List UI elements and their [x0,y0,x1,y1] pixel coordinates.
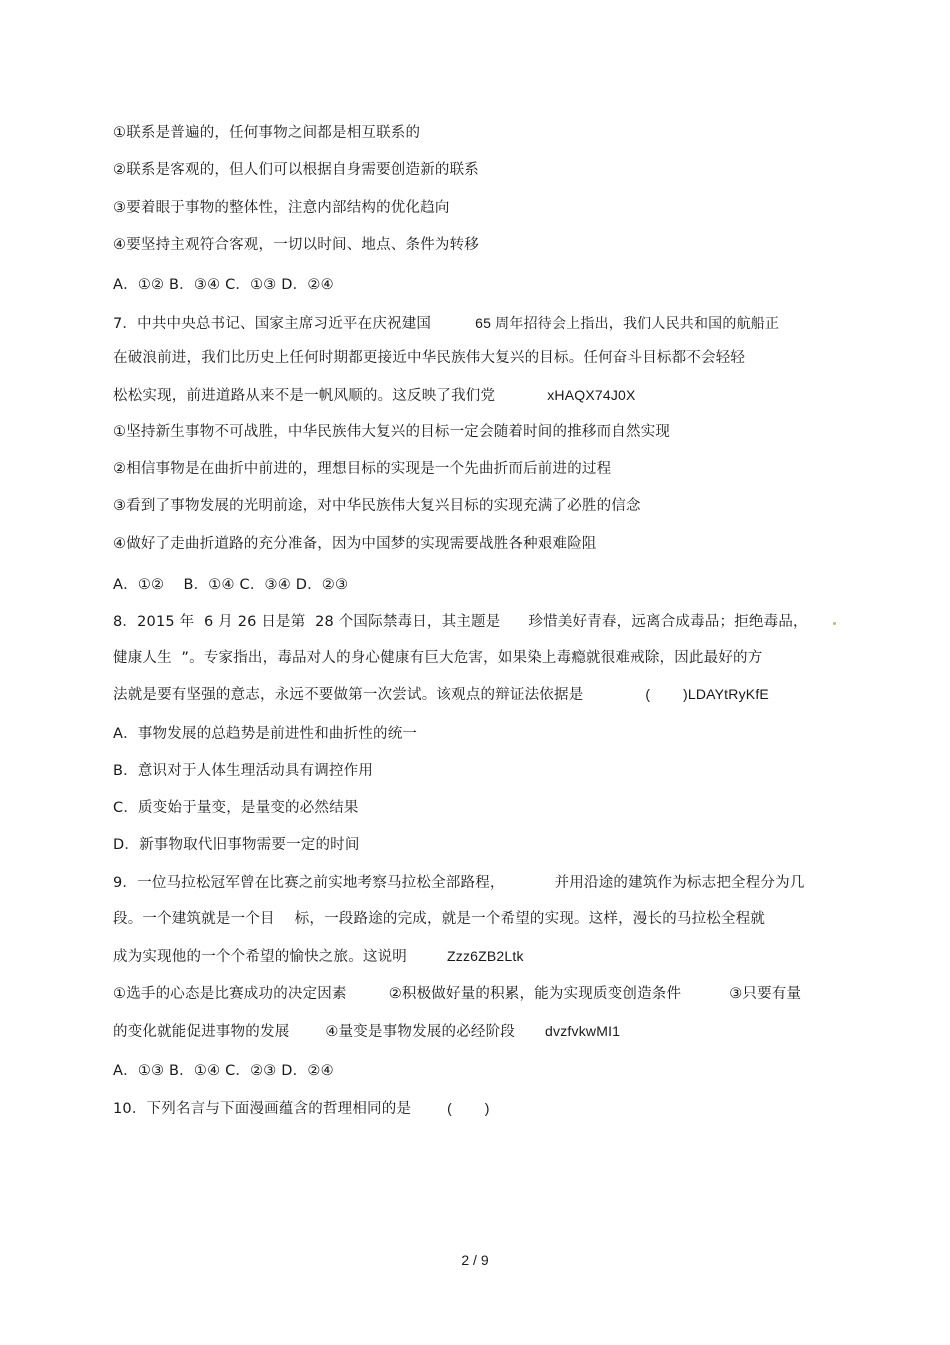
q10-paren: ( ) [447,1100,490,1116]
q8-stem-line-3b: ( )LDAYtRyKfE [645,686,769,702]
q9-code: dvzfvkwMI1 [545,1023,621,1039]
q8-option-a: A．事物发展的总趋势是前进性和曲折性的统一 [113,726,418,742]
q9-answers: A．①③ B．①④ C．②③ D．②④ [113,1063,334,1079]
q7-stem-line-3a: 松松实现，前进道路从来不是一帆风顺的。这反映了我们党 [113,388,496,404]
q9-option-2: ②积极做好量的积累，能为实现质变创造条件 [388,986,682,1002]
q9-stem-line-2b: 标，一段路途的完成，就是一个希望的实现。这样，漫长的马拉松全程就 [294,911,766,927]
q7-stem-line-1 [113,313,779,334]
q7-stem-line-2: 在破浪前进，我们比历史上任何时期都更接近中华民族伟大复兴的目标。任何奋斗目标都不会轻轻 [113,350,746,366]
q9-option-3-cont: 的变化就能促进事物的发展 [113,1024,290,1040]
q8-stem-line-1b: 珍惜美好青春，远离合成毒品；拒绝毒品， [528,614,808,630]
q9-stem-line-3a: 成为实现他的一个个希望的愉快之旅。这说明 [113,949,407,965]
q7-option-4: ④做好了走曲折道路的充分准备，因为中国梦的实现需要战胜各种艰难险阻 [113,536,597,552]
q6-option-1: ①联系是普遍的，任何事物之间都是相互联系的 [113,125,421,141]
q9-stem-line-1b: 并用沿途的建筑作为标志把全程分为几 [554,875,805,891]
q8-stem-line-1a: 8．2015 年 6 月 26 日是第 28 个国际禁毒日，其主题是 [113,614,501,630]
q9-option-1: ①选手的心态是比赛成功的决定因素 [113,986,347,1002]
q7-stem-line-1b: 65 周年招待会上指出，我们人民共和国的航船正 [475,315,780,331]
q6-option-4: ④要坚持主观符合客观，一切以时间、地点、条件为转移 [113,237,479,253]
q7-stem-line-3b: xHAQX74J0X [547,387,636,403]
q9-stem-line-2a: 段。一个建筑就是一个目 [113,911,275,927]
q8-stem-line-3 [113,684,769,705]
q6-answers: A．①② B．③④ C．①③ D．②④ [113,277,334,293]
q9-stem-line-3b: Zzz6ZB2Ltk [447,948,524,964]
q9-option-3: ③只要有量 [729,986,802,1002]
q6-option-2: ②联系是客观的，但人们可以根据自身需要创造新的联系 [113,162,479,178]
q8-option-d: D．新事物取代旧事物需要一定的时间 [113,837,360,853]
q8-option-c: C．质变始于量变，是量变的必然结果 [113,800,359,816]
q9-stem-line-1 [113,873,805,893]
q9-stem-line-1a: 9．一位马拉松冠军曾在比赛之前实地考察马拉松全部路程， [113,875,505,891]
q8-option-b: B．意识对于人体生理活动具有调控作用 [113,763,374,779]
q9-options-line-2 [113,1021,620,1042]
q9-options-line [113,984,801,1004]
q8-stem-line-2: 健康人生 ”。专家指出，毒品对人的身心健康有巨大危害，如果染上毒瘾就很难戒除，因此最好的方 [113,650,763,666]
q9-option-4: ④量变是事物发展的必经阶段 [325,1024,516,1040]
q9-stem-line-2 [113,909,765,929]
q7-stem-line-3 [113,385,636,406]
q7-stem-line-1a: 7．中共中央总书记、国家主席习近平在庆祝建国 [113,316,432,332]
q8-stem-line-1 [113,612,808,632]
decorative-dot [833,622,836,625]
q8-stem-line-3a: 法就是要有坚强的意志，永远不要做第一次尝试。该观点的辩证法依据是 [113,687,584,703]
q7-option-1: ①坚持新生事物不可战胜，中华民族伟大复兴的目标一定会随着时间的推移而自然实现 [113,424,671,440]
q9-stem-line-3 [113,946,524,967]
q10-stem [113,1098,490,1119]
q10-stem-text: 10．下列名言与下面漫画蕴含的哲理相同的是 [113,1101,412,1117]
page-number: 2 / 9 [461,1252,489,1268]
q7-option-2: ②相信事物是在曲折中前进的，理想目标的实现是一个先曲折而后前进的过程 [113,461,612,477]
q7-option-3: ③看到了事物发展的光明前途，对中华民族伟大复兴目标的实现充满了必胜的信念 [113,498,641,514]
q7-answers: A．①② B．①④ C．③④ D．②③ [113,577,349,593]
q6-option-3: ③要着眼于事物的整体性，注意内部结构的优化趋向 [113,200,450,216]
